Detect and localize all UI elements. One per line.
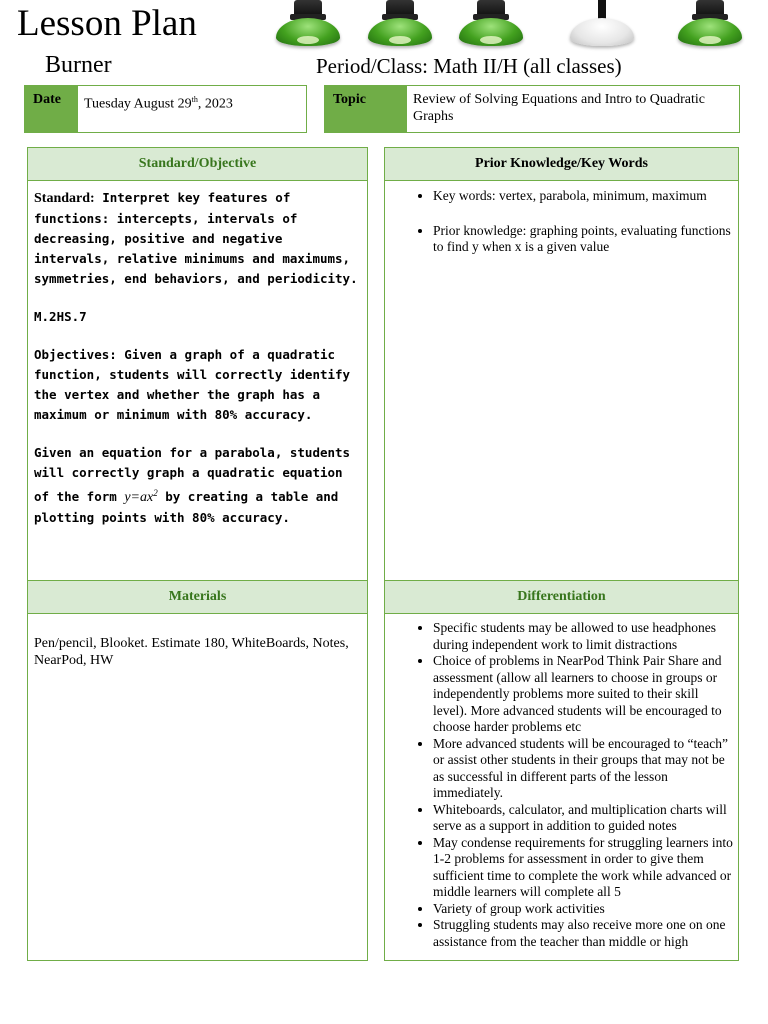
graph-objective-text: Given an equation for a parabola, students will correctly graph a quadratic equation of the form $y=ax^2$ by creating a table and plotting points with 80% accuracy. xyxy=(34,445,351,526)
objectives-text: Objectives: Given a graph of a quadratic function, students will correctly identify the vertex and whether the graph has a maximum or minimum with 80% accuracy. xyxy=(34,347,351,422)
materials-body xyxy=(28,635,367,960)
list-item: • Specific students may be allowed to use headphones during independent work to limit distractions xyxy=(433,620,734,653)
prior-knowledge-body xyxy=(385,188,738,580)
standard-code: M.2HS.7 xyxy=(34,309,87,324)
standard-objective-panel xyxy=(27,147,368,581)
lamp-icon xyxy=(678,0,742,48)
list-item: • More advanced students will be encouraged to “teach” or assist other students in their groups that may not be as successful in different parts of the lesson immediately. xyxy=(433,736,734,802)
list-item: • Choice of problems in NearPod Think Pair Share and assessment (allow all learners to choose in groups or independently problems more suited to their skill level). More advanced students will be encouraged to choose harder problems etc xyxy=(433,653,734,736)
standard-objective-heading: Standard/Objective xyxy=(28,148,367,181)
period-class: Period/Class: Math II/H (all classes) xyxy=(316,54,622,78)
topic-label: Topic xyxy=(325,86,407,132)
date-value: Tuesday August 29th, 2023 xyxy=(84,95,233,112)
standard-objective-body xyxy=(28,188,367,580)
materials-text: Pen/pencil, Blooket. Estimate 180, WhiteBoards, Notes, NearPod, HW xyxy=(34,636,349,668)
materials-panel xyxy=(27,580,368,961)
list-item: • Struggling students may also receive more one on one assistance from the teacher than middle or high xyxy=(433,917,734,950)
list-item: • Variety of group work activities xyxy=(433,901,734,918)
list-item: • Prior knowledge: graphing points, evaluating functions to find y when x is a given value xyxy=(433,223,732,256)
teacher-name: Burner xyxy=(45,52,112,78)
list-item: • May condense requirements for struggling learners into 1-2 problems for assessment in order to give them sufficient time to complete the work while advanced or middle learners will complete all 5 xyxy=(433,835,734,901)
page-title: Lesson Plan xyxy=(17,3,197,44)
materials-heading: Materials xyxy=(28,581,367,614)
prior-knowledge-heading: Prior Knowledge/Key Words xyxy=(385,148,738,181)
lamp-icon xyxy=(570,0,634,52)
standard-text: Standard: Interpret key features of functions: intercepts, intervals of decreasing, positive and negative intervals, relative minimums and maximums, symmetries, end behaviors, and periodicity. xyxy=(34,190,358,286)
differentiation-body xyxy=(385,620,738,960)
differentiation-panel xyxy=(384,580,739,961)
list-item: • Whiteboards, calculator, and multiplication charts will serve as a support in addition to guided notes xyxy=(433,802,734,835)
differentiation-heading: Differentiation xyxy=(385,581,738,614)
lamp-icon xyxy=(276,0,340,48)
date-box xyxy=(24,85,307,133)
prior-knowledge-panel xyxy=(384,147,739,581)
lamp-icon xyxy=(459,0,523,48)
date-label: Date xyxy=(25,86,78,132)
list-item: • Key words: vertex, parabola, minimum, maximum xyxy=(433,188,732,205)
lamp-icon xyxy=(368,0,432,48)
topic-box xyxy=(324,85,740,133)
topic-value: Review of Solving Equations and Intro to Quadratic Graphs xyxy=(413,92,705,124)
